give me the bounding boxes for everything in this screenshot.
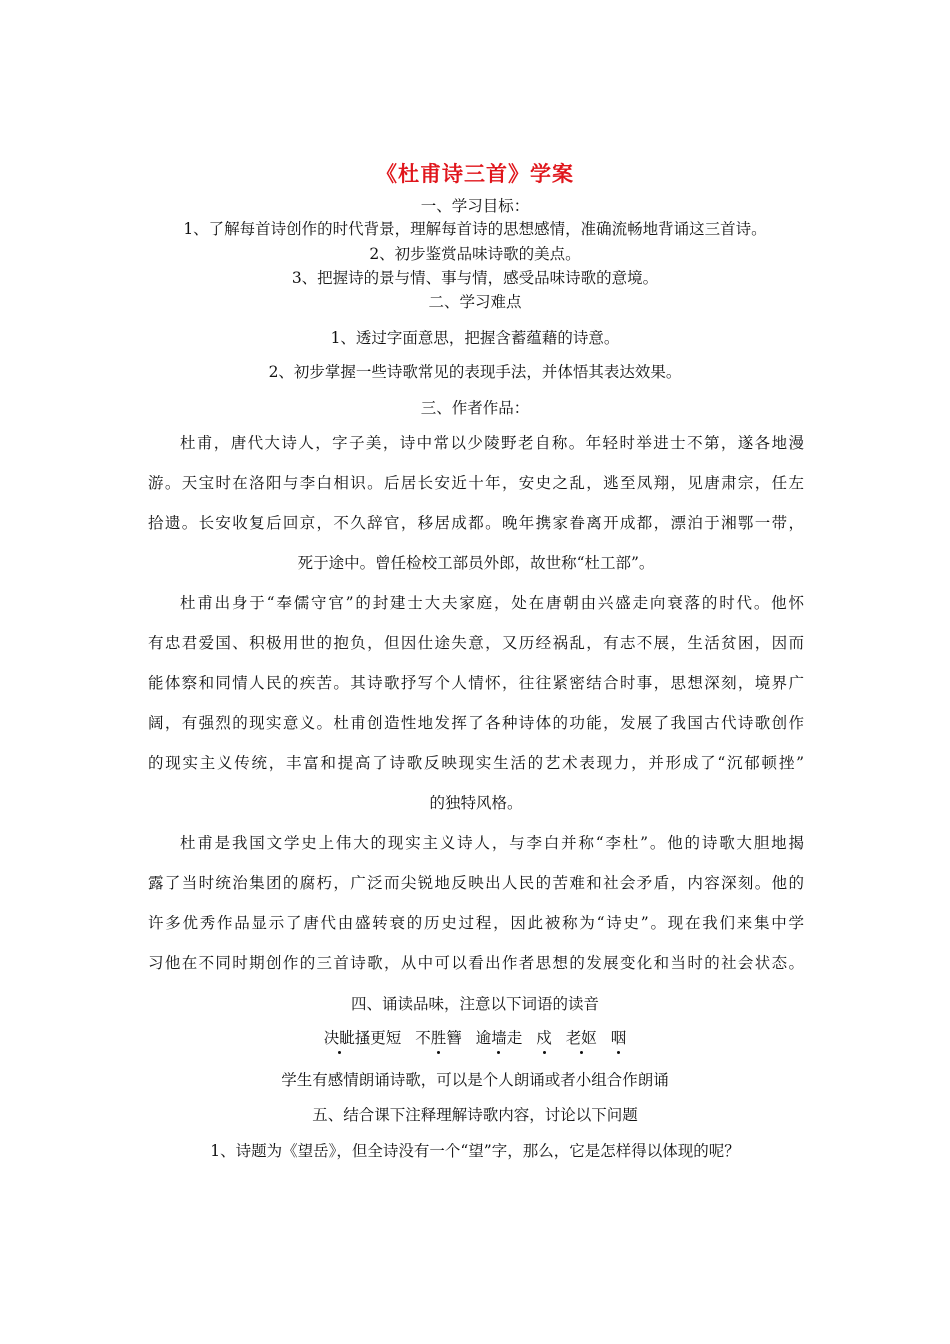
author-paragraph-3 bbox=[148, 823, 804, 983]
author-paragraph-2 bbox=[148, 583, 804, 823]
paragraph-line: 死于途中。曾任检校工部员外郎，故世称“杜工部”。 bbox=[297, 554, 655, 572]
word-item: 老妪 bbox=[566, 1026, 597, 1048]
paragraph-line: 的独特风格。 bbox=[429, 794, 523, 812]
word-item: 戍 bbox=[536, 1026, 552, 1048]
paragraph-line: 能体察和同情人民的疾苦。其诗歌抒写个人情怀，往往紧密结合时事，思想深刻，境界广 bbox=[148, 674, 804, 692]
word-item: 逾墙走 bbox=[476, 1026, 523, 1048]
paragraph-line: 有忠君爱国、积极用世的抱负，但因仕途失意，又历经祸乱，有志不展，生活贫困，因而 bbox=[148, 634, 804, 652]
reading-note: 学生有感情朗诵诗歌，可以是个人朗诵或者小组合作朗诵 bbox=[281, 1071, 669, 1089]
section-3-heading: 三、作者作品： bbox=[420, 399, 530, 417]
paragraph-line: 习他在不同时期创作的三首诗歌，从中可以看出作者思想的发展变化和当时的社会状态。 bbox=[148, 954, 804, 972]
section-5-heading: 五、结合课下注释理解诗歌内容，讨论以下问题 bbox=[312, 1106, 638, 1124]
paragraph-line: 许多优秀作品显示了唐代由盛转衰的历史过程，因此被称为“诗史”。现在我们来集中学 bbox=[148, 914, 804, 932]
word-item: 不胜簪 bbox=[415, 1026, 462, 1048]
question-1: 1、诗题为《望岳》，但全诗没有一个“望”字，那么，它是怎样得以体现的呢？ bbox=[210, 1142, 740, 1160]
section-1-heading: 一、学习目标： bbox=[420, 197, 530, 215]
paragraph-line: 露了当时统治集团的腐朽，广泛而尖锐地反映出人民的苦难和社会矛盾，内容深刻。他的 bbox=[148, 874, 804, 892]
difficulty-1: 1、透过字面意思，把握含蓄蕴藉的诗意。 bbox=[330, 329, 620, 347]
section-2-heading: 二、学习难点 bbox=[428, 293, 522, 311]
paragraph-line: 拾遗。长安收复后回京，不久辞官，移居成都。晚年携家眷离开成都，漂泊于湘鄂一带， bbox=[148, 514, 804, 532]
difficulty-2: 2、初步掌握一些诗歌常见的表现手法，并体悟其表达效果。 bbox=[268, 363, 682, 381]
pronunciation-words bbox=[0, 1026, 950, 1048]
author-paragraph-1 bbox=[148, 423, 804, 583]
paragraph-line: 杜甫出身于“奉儒守官”的封建士大夫家庭，处在唐朝由兴盛走向衰落的时代。他怀 bbox=[180, 594, 804, 612]
paragraph-line: 杜甫是我国文学史上伟大的现实主义诗人，与李白并称“李杜”。他的诗歌大胆地揭 bbox=[180, 834, 804, 852]
word-item: 咽 bbox=[611, 1026, 627, 1048]
word-item: 搔更短 bbox=[354, 1029, 402, 1047]
goal-2: 2、初步鉴赏品味诗歌的美点。 bbox=[369, 245, 581, 263]
section-4-heading: 四、诵读品味，注意以下词语的读音 bbox=[350, 995, 599, 1013]
paragraph-line: 的现实主义传统，丰富和提高了诗歌反映现实生活的艺术表现力，并形成了“沉郁顿挫” bbox=[148, 754, 804, 772]
page-title: 《杜甫诗三首》学案 bbox=[376, 161, 574, 186]
paragraph-line: 游。天宝时在洛阳与李白相识。后居长安近十年，安史之乱，逃至凤翔，见唐肃宗，任左 bbox=[148, 474, 804, 492]
paragraph-line: 杜甫，唐代大诗人，字子美，诗中常以少陵野老自称。年轻时举进士不第，遂各地漫 bbox=[180, 434, 804, 452]
word-item: 决眦 bbox=[324, 1026, 355, 1048]
paragraph-line: 阔，有强烈的现实意义。杜甫创造性地发挥了各种诗体的功能，发展了我国古代诗歌创作 bbox=[148, 714, 804, 732]
goal-3: 3、把握诗的景与情、事与情，感受品味诗歌的意境。 bbox=[291, 269, 659, 287]
goal-1: 1、了解每首诗创作的时代背景，理解每首诗的思想感情，准确流畅地背诵这三首诗。 bbox=[183, 220, 767, 238]
